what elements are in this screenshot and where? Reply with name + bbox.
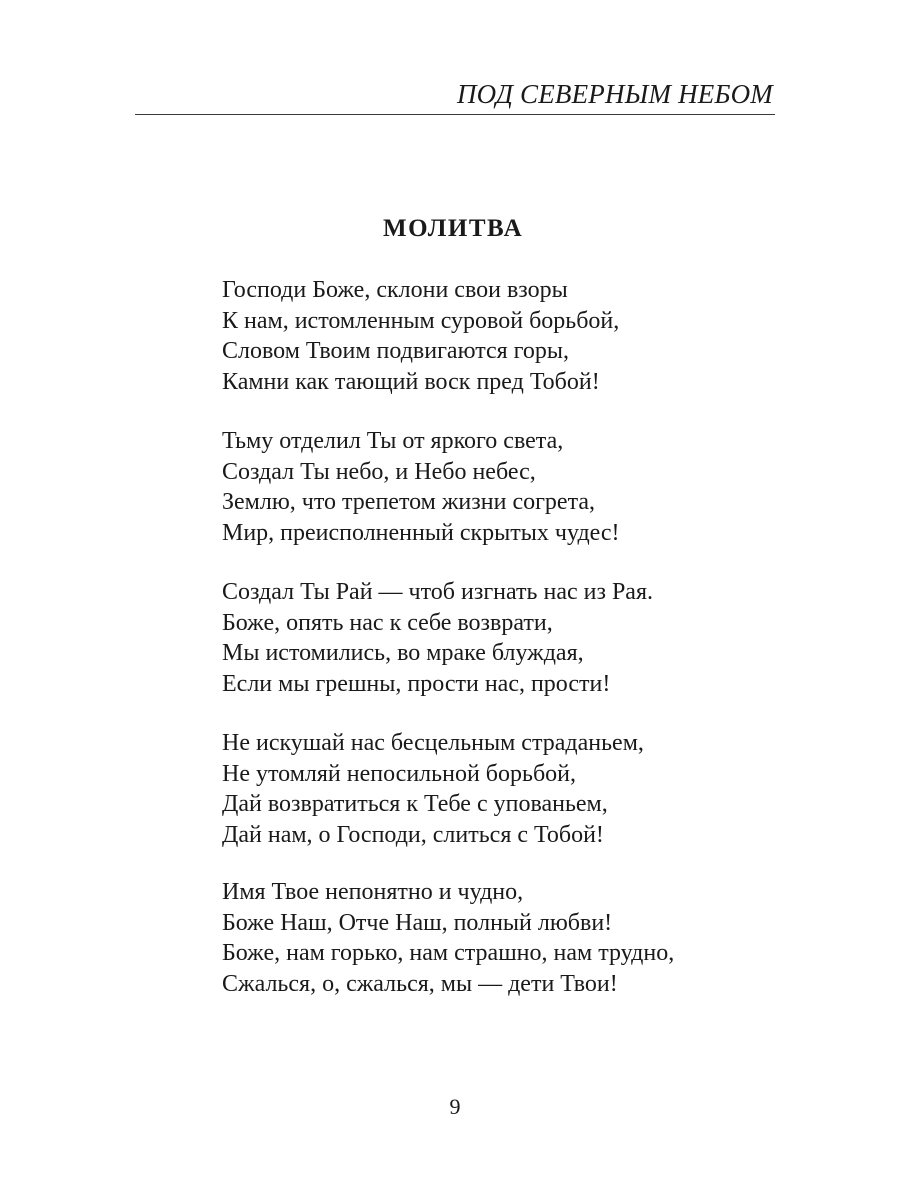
verse-line: Тьму отделил Ты от яркого света,	[222, 428, 564, 454]
stanza-4	[222, 728, 644, 850]
verse-line: Камни как тающий воск пред Тобой!	[222, 368, 600, 395]
stanza-1	[222, 275, 619, 397]
verse-line: Имя Твое непонятно и чудно,	[222, 879, 524, 905]
verse-line: Не утомляй непосильной борьбой,	[222, 760, 576, 787]
verse-line: Боже, опять нас к себе возврати,	[222, 609, 553, 636]
verse-line: Сжалься, о, сжалься, мы — дети Твои!	[222, 970, 618, 997]
stanza-5	[222, 877, 674, 999]
verse-line: Мы истомились, во мраке блуждая,	[222, 640, 584, 666]
stanza-2	[222, 426, 620, 548]
verse-line: Дай нам, о Господи, слиться с Тобой!	[222, 821, 604, 848]
verse-line: К нам, истомленным суровой борьбой,	[222, 307, 620, 334]
verse-line: Дай возвратиться к Тебе с упованьем,	[222, 791, 608, 817]
verse-line: Землю, что трепетом жизни согрета,	[222, 489, 596, 515]
verse-line: Боже, нам горько, нам страшно, нам трудно,	[222, 940, 675, 966]
verse-line: Если мы грешны, прости нас, прости!	[222, 670, 611, 697]
verse-line: Мир, преисполненный скрытых чудес!	[222, 519, 620, 546]
verse-line: Создал Ты Рай — чтоб изгнать нас из Рая.	[222, 579, 653, 605]
verse-line: Господи Боже, склони свои взоры	[222, 277, 568, 303]
verse-line: Создал Ты небо, и Небо небес,	[222, 458, 536, 485]
running-header-title: ПОД СЕВЕРНЫМ НЕБОМ	[456, 79, 773, 109]
verse-line: Боже Наш, Отче Наш, полный любви!	[222, 909, 613, 936]
verse-line: Словом Твоим подвигаются горы,	[222, 338, 570, 364]
poem-title: МОЛИТВА	[383, 215, 524, 242]
running-header	[135, 78, 775, 115]
page-number: 9	[449, 1094, 461, 1119]
verse-line: Не искушай нас бесцельным страданьем,	[222, 730, 644, 756]
stanza-3	[222, 577, 653, 699]
